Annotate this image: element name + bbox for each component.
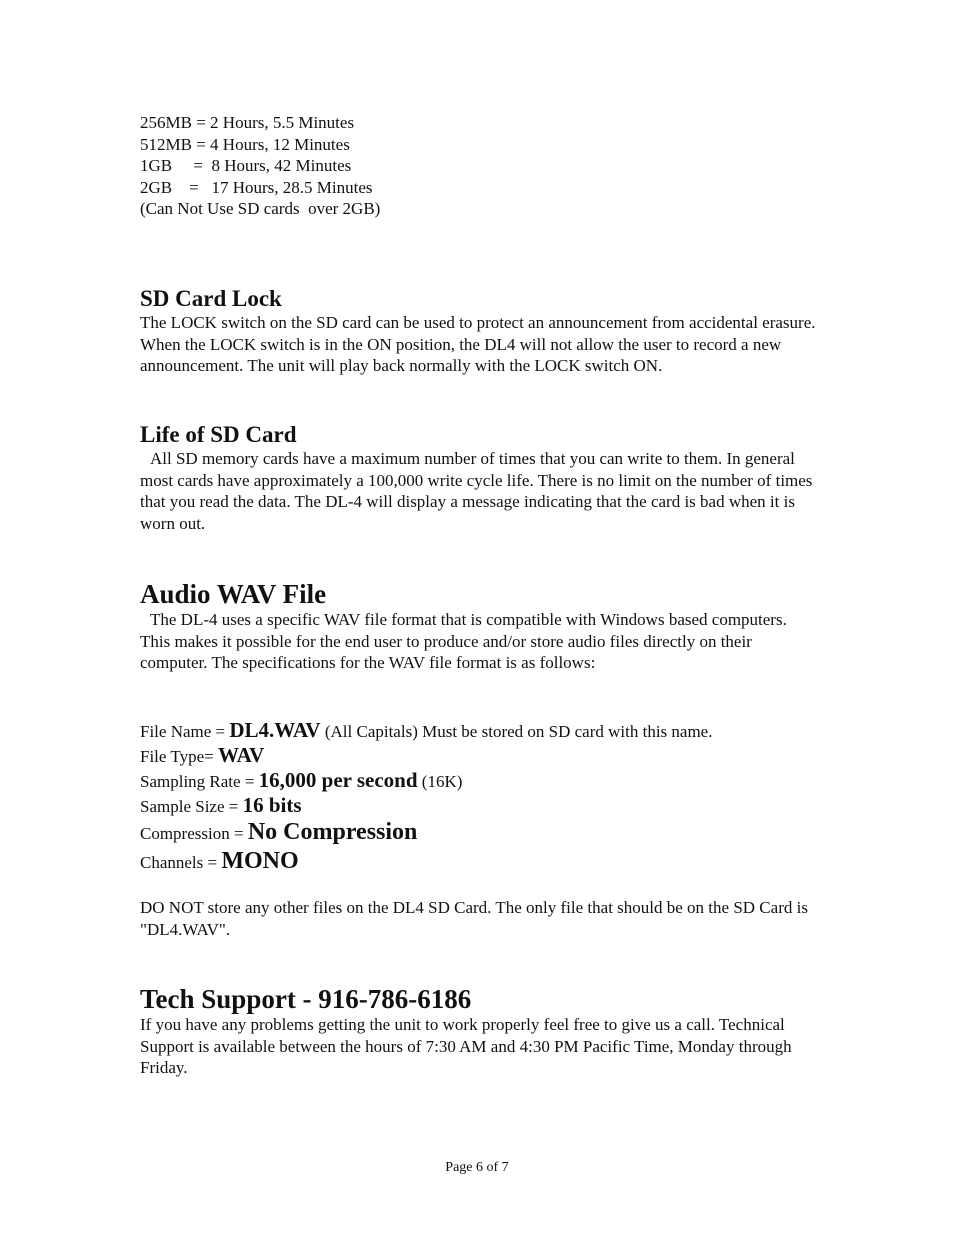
spec-value: MONO bbox=[221, 848, 299, 874]
spec-value: 16 bits bbox=[242, 793, 302, 817]
tech-support-body: If you have any problems getting the unit to work properly feel free to give us a call. Technical Support is available between the hours of 7:30 AM and 4:30 PM Pacific Time, Monday through Friday. bbox=[140, 1015, 792, 1077]
capacity-note: (Can Not Use SD cards over 2GB) bbox=[140, 199, 381, 218]
spec-compression: Compression = No Compression bbox=[140, 819, 418, 845]
wav-warning bbox=[140, 897, 820, 940]
capacity-line: 512MB = 4 Hours, 12 Minutes bbox=[140, 134, 350, 154]
capacity-line: 256MB = 2 Hours, 5.5 Minutes bbox=[140, 113, 355, 132]
audio-wav-section bbox=[140, 579, 820, 674]
sd-card-lock-section bbox=[140, 286, 820, 377]
spec-value: 16,000 per second bbox=[258, 768, 418, 792]
page-number: Page 6 of 7 bbox=[445, 1160, 509, 1175]
tech-support-section bbox=[140, 984, 820, 1079]
sd-card-lock-heading: SD Card Lock bbox=[140, 286, 282, 311]
spec-channels: Channels = MONO bbox=[140, 848, 299, 874]
spec-sample-size: Sample Size = 16 bits bbox=[140, 793, 302, 817]
capacity-list bbox=[140, 112, 820, 220]
life-of-sd-card-body: All SD memory cards have a maximum number of times that you can write to them. In general most cards have approximately a 100,000 write cycle life. There is no limit on the number of times that you read the data. The DL-4 will display a message indicating that the card is bad when it is worn out. bbox=[140, 449, 813, 533]
spec-value: No Compression bbox=[247, 819, 418, 845]
spec-value: DL4.WAV bbox=[229, 718, 321, 742]
spec-file-name: File Name = DL4.WAV (All Capitals) Must be stored on SD card with this name. bbox=[140, 718, 713, 742]
audio-wav-heading: Audio WAV File bbox=[140, 579, 327, 609]
spec-value: WAV bbox=[217, 743, 265, 767]
audio-wav-body: The DL-4 uses a specific WAV file format that is compatible with Windows based computers. This makes it possible for the end user to produce and/or store audio files directly on their computer. The specifications for the WAV file format is as follows: bbox=[140, 610, 787, 672]
wav-warning-text: DO NOT store any other files on the DL4 SD Card. The only file that should be on the SD Card is "DL4.WAV". bbox=[140, 898, 808, 939]
life-of-sd-card-section bbox=[140, 422, 820, 534]
sd-card-lock-body: The LOCK switch on the SD card can be used to protect an announcement from accidental erasure. When the LOCK switch is in the ON position, the DL4 will not allow the user to record a new announcement. The unit will play back normally with the LOCK switch ON. bbox=[140, 313, 816, 375]
life-of-sd-card-heading: Life of SD Card bbox=[140, 422, 297, 447]
spec-file-type: File Type= WAV bbox=[140, 743, 265, 767]
capacity-line: 1GB = 8 Hours, 42 Minutes bbox=[140, 156, 352, 175]
wav-spec-list bbox=[140, 718, 820, 877]
capacity-line: 2GB = 17 Hours, 28.5 Minutes bbox=[140, 177, 373, 197]
tech-support-heading: Tech Support - 916-786-6186 bbox=[140, 984, 472, 1014]
spec-sampling-rate: Sampling Rate = 16,000 per second (16K) bbox=[140, 768, 463, 792]
